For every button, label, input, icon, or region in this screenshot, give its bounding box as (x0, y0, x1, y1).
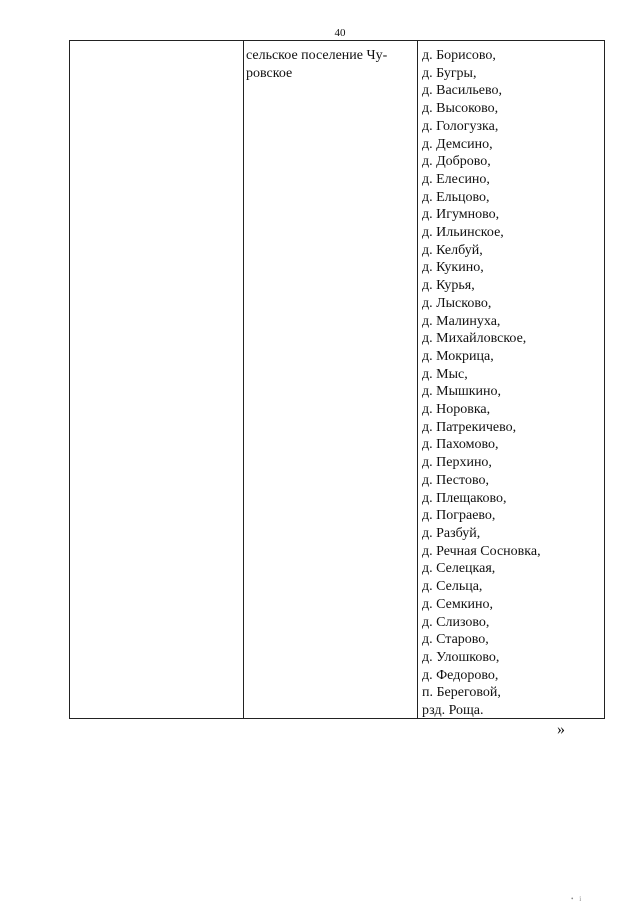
settlement-item: д. Михайловское, (422, 331, 527, 347)
settlement-item: д. Курья, (422, 278, 475, 294)
table-cell-settlements (418, 41, 604, 718)
settlement-item: д. Плещаково, (422, 490, 507, 506)
settlement-item: д. Патрекичево, (422, 419, 517, 435)
settlement-item: рзд. Роща. (422, 703, 484, 719)
page-number: 40 (334, 27, 346, 39)
settlement-item: д. Старово, (422, 632, 489, 648)
settlement-item: д. Сельца, (422, 579, 483, 595)
settlement-item: д. Мышкино, (422, 384, 502, 400)
table-cell-municipality (244, 41, 418, 718)
settlement-item: д. Ельцово, (422, 189, 490, 205)
municipality-name: сельское поселение Чу- ровское (246, 48, 388, 81)
settlement-item: д. Селецкая, (422, 561, 496, 577)
settlement-item: д. Речная Сосновка, (422, 543, 541, 559)
settlement-list (422, 47, 600, 720)
settlement-item: д. Семкино, (422, 596, 493, 612)
settlement-item: д. Мыс, (422, 366, 468, 382)
settlement-item: д. Улошково, (422, 649, 500, 665)
settlements-table (69, 40, 605, 719)
settlement-item: д. Пахомово, (422, 437, 499, 453)
settlement-item: д. Доброво, (422, 154, 491, 170)
settlement-item: д. Мокрица, (422, 348, 494, 364)
settlement-item: д. Пестово, (422, 472, 489, 488)
settlement-item: д. Елесино, (422, 171, 490, 187)
settlement-item: д. Кукино, (422, 260, 484, 276)
table-cell-empty (70, 41, 244, 718)
settlement-item: д. Ильинское, (422, 225, 504, 241)
settlement-item: д. Разбуй, (422, 525, 481, 541)
settlement-item: д. Бугры, (422, 65, 477, 81)
settlement-item: д. Слизово, (422, 614, 490, 630)
settlement-item: п. Береговой, (422, 685, 501, 701)
settlement-item: д. Келбуй, (422, 242, 483, 258)
settlement-item: д. Игумново, (422, 207, 500, 223)
settlement-item: д. Высоково, (422, 101, 499, 117)
settlement-item: д. Федорово, (422, 667, 499, 683)
settlement-item: д. Лысково, (422, 295, 492, 311)
settlement-item: д. Борисово, (422, 48, 496, 63)
settlement-item: д. Васильево, (422, 83, 502, 99)
settlement-item: д. Пограево, (422, 508, 496, 524)
settlement-item: д. Норовка, (422, 402, 491, 418)
closing-quote: » (557, 721, 565, 738)
settlement-item: д. Гологузка, (422, 118, 499, 134)
scan-mark: • і (571, 895, 584, 903)
settlement-item: д. Перхино, (422, 455, 492, 471)
settlement-item: д. Демсино, (422, 136, 493, 152)
settlement-item: д. Малинуха, (422, 313, 501, 329)
